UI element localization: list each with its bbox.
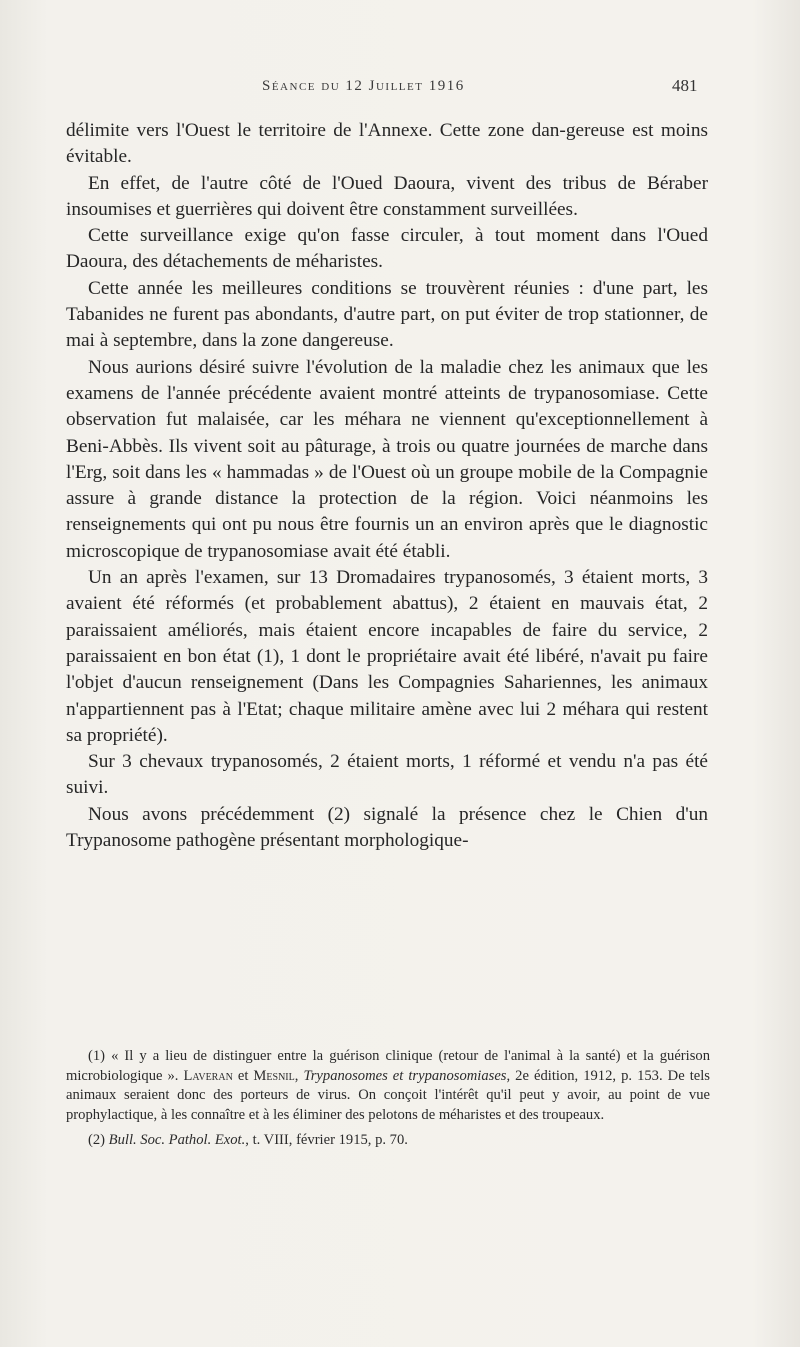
footnote-1-separator: ,: [294, 1067, 304, 1084]
paragraph-7: Sur 3 chevaux trypanosomés, 2 étaient morts, 1 réformé et vendu n'a pas été suivi.: [66, 751, 708, 799]
footnote-1-author-1: Laveran: [183, 1067, 233, 1084]
paragraph-2: En effet, de l'autre côté de l'Oued Daoura, vivent des tribus de Béraber insoumises et guerrières qui doivent être constamment surveillées.: [66, 172, 708, 220]
footnote-1-and: et: [232, 1067, 254, 1084]
footnote-1: [66, 1047, 710, 1125]
footnote-1-text-start: (1) « Il y a lieu de distinguer entre la guérison clinique (retour de l'animal à la santé) et la guérison microbiologique ».: [66, 1048, 710, 1084]
page-number: 481: [672, 76, 698, 95]
running-title: Séance du 12 Juillet 1916: [262, 78, 465, 94]
footnote-1-author-2: Mesnil: [253, 1067, 295, 1084]
page-header: [0, 76, 800, 104]
footnote-2-marker: (2): [88, 1132, 109, 1148]
footnote-1-text-end: , 2e édition, 1912, p. 153. De tels animaux seraient donc des porteurs de virus. On conçoit l'intérêt qu'il peut y avoir, au point de vue prophylactique, à les connaître et à les éliminer des pelotons de méharistes et des troupeaux.: [66, 1067, 710, 1123]
footnote-2-text: , t. VIII, février 1915, p. 70.: [245, 1132, 408, 1148]
footnote-2: [66, 1131, 710, 1151]
paragraph-3: Cette surveillance exige qu'on fasse circuler, à tout moment dans l'Oued Daoura, des détachements de méharistes.: [66, 225, 708, 273]
paragraph-5: Nous aurions désiré suivre l'évolution de la maladie chez les animaux que les examens de l'année précédente avaient montré atteints de trypanosomiase. Cette observation fut malaisée, car les méhara ne viennent qu'exceptionnellement à Beni-Abbès. Ils vivent soit au pâturage, à trois ou quatre journées de marche dans l'Erg, soit dans les « hammadas » de l'Ouest où un groupe mobile de la Compagnie assure à grande distance la protection de la région. Voici néanmoins les renseignements qui ont pu nous être fournis un an environ après que le diagnostic microscopique de trypanosomiase avait été établi.: [66, 356, 708, 562]
paragraph-8: Nous avons précédemment (2) signalé la présence chez le Chien d'un Trypanosome pathogène présentant morphologique-: [66, 803, 708, 852]
footnote-2-journal: Bull. Soc. Pathol. Exot.: [108, 1132, 246, 1148]
paragraph-1: délimite vers l'Ouest le territoire de l'Annexe. Cette zone dan-gereuse est moins évitable.: [66, 120, 708, 168]
body-text: [66, 118, 708, 854]
paragraph-4: Cette année les meilleures conditions se trouvèrent réunies : d'une part, les Tabanides ne furent pas abondants, d'autre part, on put éviter de trop stationner, de mai à septembre, dans la zone dangereuse.: [66, 277, 708, 352]
footnote-1-book-title: Trypanosomes et trypanosomiases: [303, 1067, 507, 1084]
paragraph-6: Un an après l'examen, sur 13 Dromadaires trypanosomés, 3 étaient morts, 3 avaient été réformés (et probablement abattus), 2 étaient en mauvais état, 2 paraissaient améliorés, mais étaient encore incapables de faire du service, 2 paraissaient en bon état (1), 1 dont le propriétaire avait été libéré, n'avait pu faire l'objet d'aucun renseignement (Dans les Compagnies Sahariennes, les animaux n'appartiennent pas à l'Etat; chaque militaire amène avec lui 2 méhara qui restent sa propriété).: [66, 567, 708, 746]
footnotes: [66, 1047, 710, 1151]
